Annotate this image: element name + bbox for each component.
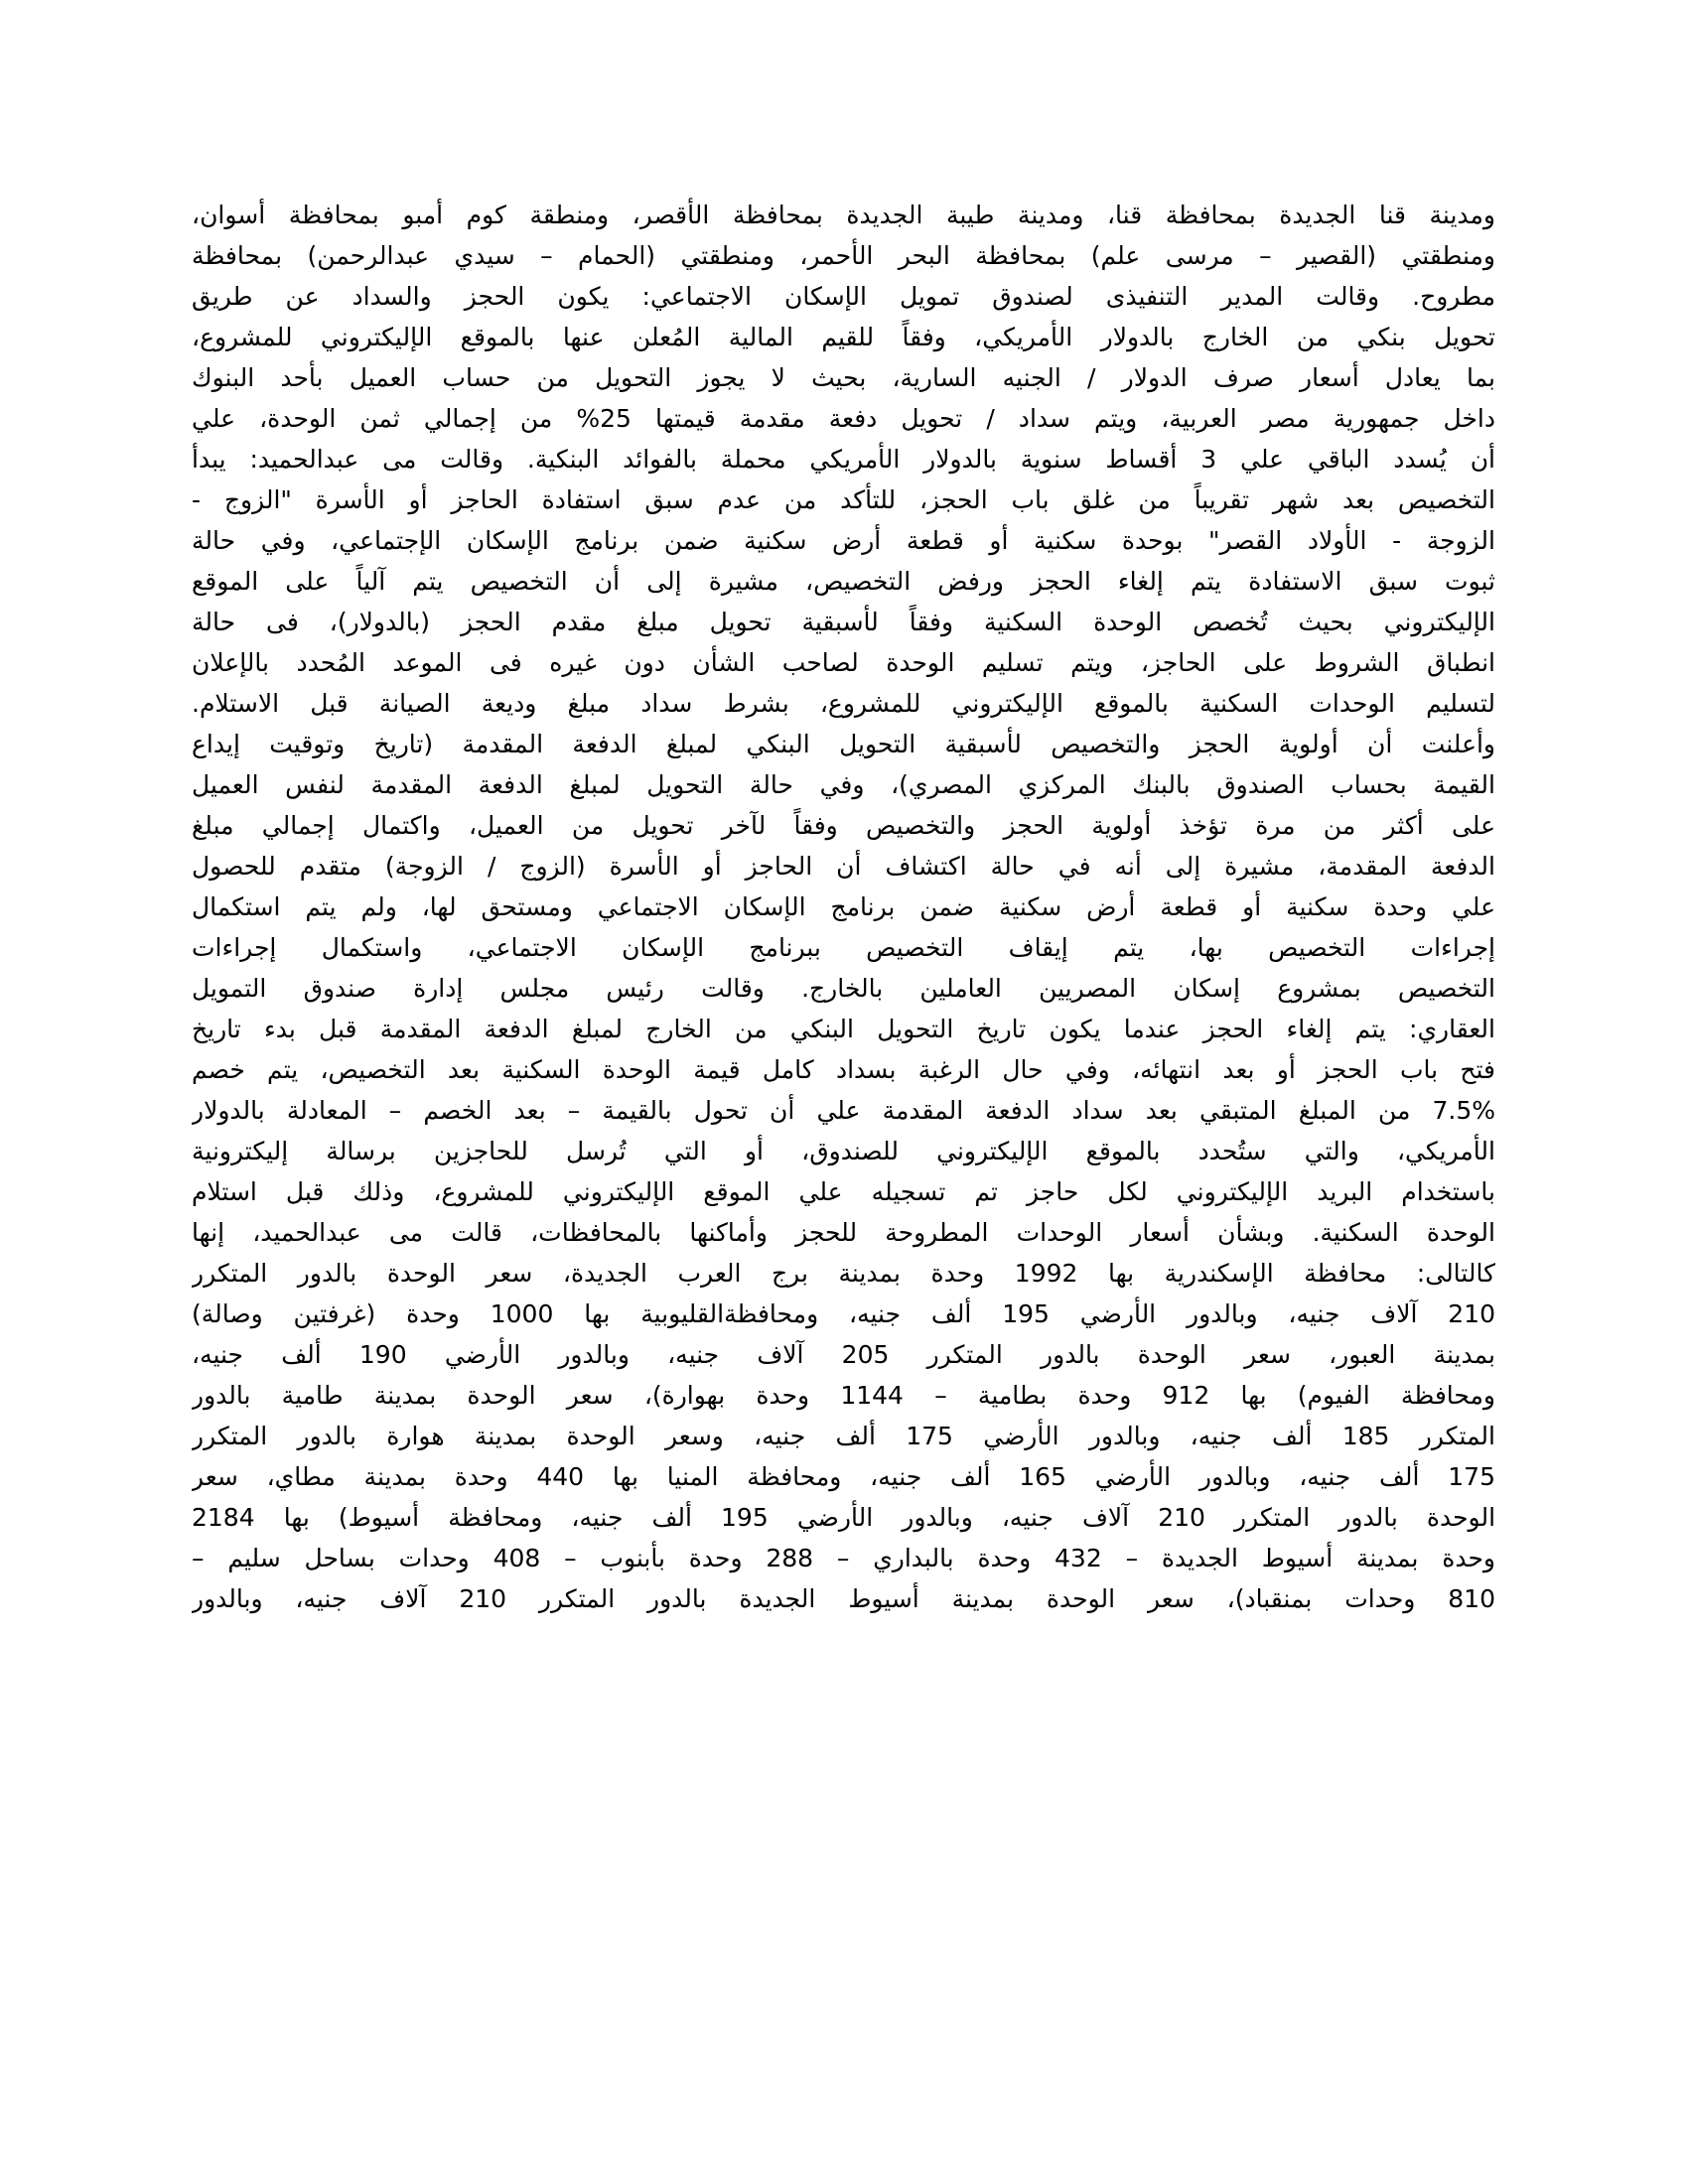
text-line: الدفعة المقدمة، مشيرة إلى أنه في حالة اكتشاف أن الحاجز أو الأسرة (الزوج / الزوجة) متقدم للحصول <box>192 852 1495 881</box>
text-line: العقاري: يتم إلغاء الحجز عندما يكون تاريخ التحويل البنكي من الخارج لمبلغ الدفعة المقدمة قبل بدء تاريخ <box>192 1015 1495 1043</box>
text-line: فتح باب الحجز أو بعد انتهائه، وفي حال الرغبة بسداد كامل قيمة الوحدة السكنية بعد التخصيص، يتم خصم <box>192 1055 1495 1084</box>
text-line: انطباق الشروط على الحاجز، ويتم تسليم الوحدة لصاحب الشأن دون غيره فى الموعد المُحدد بالإعلان <box>192 648 1495 677</box>
text-line: لتسليم الوحدات السكنية بالموقع الإليكتروني للمشروع، بشرط سداد مبلغ وديعة الصيانة قبل الاستلام. <box>192 689 1495 718</box>
text-line: المتكرر 185 ألف جنيه، وبالدور الأرضي 175 ألف جنيه، وسعر الوحدة بمدينة هوارة بالدور المتكرر <box>192 1422 1495 1450</box>
text-line: داخل جمهورية مصر العربية، ويتم سداد / تحويل دفعة مقدمة قيمتها 25% من إجمالي ثمن الوحدة، علي <box>192 404 1495 433</box>
text-line: القيمة بحساب الصندوق بالبنك المركزي المصري)، وفي حالة التحويل لمبلغ الدفعة المقدمة لنفس العميل <box>192 770 1495 799</box>
text-line: 175 ألف جنيه، وبالدور الأرضي 165 ألف جنيه، ومحافظة المنيا بها 440 وحدة بمدينة مطاي، سعر <box>192 1462 1495 1491</box>
text-line: الوحدة بالدور المتكرر 210 آلاف جنيه، وبالدور الأرضي 195 ألف جنيه، ومحافظة أسيوط) بها 2184 <box>192 1503 1495 1532</box>
text-line: التخصيص بمشروع إسكان المصريين العاملين بالخارج. وقالت رئيس مجلس إدارة صندوق التمويل <box>192 974 1495 1003</box>
text-line: الأمريكي، والتي ستُحدد بالموقع الإليكتروني للصندوق، أو التي تُرسل للحاجزين برسالة إليكترونية <box>192 1137 1495 1165</box>
text-line: الإليكتروني بحيث تُخصص الوحدة السكنية وفقاً لأسبقية تحويل مبلغ مقدم الحجز (بالدولار)، فى حالة <box>192 608 1495 636</box>
text-line: أن يُسدد الباقي علي 3 أقساط سنوية بالدولار الأمريكي محملة بالفوائد البنكية. وقالت مى عبدالحميد: يبدأ <box>192 445 1495 474</box>
text-line: ومدينة قنا الجديدة بمحافظة قنا، ومدينة طيبة الجديدة بمحافظة الأقصر، ومنطقة كوم أمبو بمحافظة أسوان، <box>192 201 1495 229</box>
text-line: ومحافظة الفيوم) بها 912 وحدة بطامية – 1144 وحدة بهوارة)، سعر الوحدة بمدينة طامية بالدور <box>192 1381 1495 1410</box>
text-line: تحويل بنكي من الخارج بالدولار الأمريكي، وفقاً للقيم المالية المُعلن عنها بالموقع الإليكتروني للمشروع، <box>192 323 1495 351</box>
text-line: كالتالى: محافظة الإسكندرية بها 1992 وحدة بمدينة برج العرب الجديدة، سعر الوحدة بالدور المتكرر <box>192 1259 1495 1288</box>
document-body <box>192 195 1495 1619</box>
text-line: الوحدة السكنية. وبشأن أسعار الوحدات المطروحة للحجز وأماكنها بالمحافظات، قالت مى عبدالحميد، إنها <box>192 1218 1495 1247</box>
text-line: إجراءات التخصيص بها، يتم إيقاف التخصيص ببرنامج الإسكان الاجتماعي، واستكمال إجراءات <box>192 933 1495 962</box>
text-line: الزوجة - الأولاد القصر" بوحدة سكنية أو قطعة أرض سكنية ضمن برنامج الإسكان الإجتماعي، وفي حالة <box>192 526 1495 555</box>
text-line: 810 وحدات بمنقباد)، سعر الوحدة بمدينة أسيوط الجديدة بالدور المتكرر 210 آلاف جنيه، وبالدور <box>192 1584 1495 1613</box>
text-line: علي وحدة سكنية أو قطعة أرض سكنية ضمن برنامج الإسكان الاجتماعي ومستحق لها، ولم يتم استكمال <box>192 892 1495 921</box>
text-line: وأعلنت أن أولوية الحجز والتخصيص لأسبقية التحويل البنكي لمبلغ الدفعة المقدمة (تاريخ وتوقيت إيداع <box>192 730 1495 758</box>
text-line: 210 آلاف جنيه، وبالدور الأرضي 195 ألف جنيه، ومحافظةالقليوبية بها 1000 وحدة (غرفتين وصالة) <box>192 1299 1495 1328</box>
text-line: التخصيص بعد شهر تقريباً من غلق باب الحجز، للتأكد من عدم سبق استفادة الحاجز أو الأسرة "الزوج - <box>192 485 1495 514</box>
text-line: ومنطقتي (القصير – مرسى علم) بمحافظة البحر الأحمر، ومنطقتي (الحمام – سيدي عبدالرحمن) بمحافظة <box>192 241 1495 270</box>
text-line: 7.5% من المبلغ المتبقي بعد سداد الدفعة المقدمة علي أن تحول بالقيمة – بعد الخصم – المعادلة بالدولار <box>192 1096 1495 1125</box>
text-line: وحدة بمدينة أسيوط الجديدة – 432 وحدة بالبداري – 288 وحدة بأبنوب – 408 وحدات بساحل سليم – <box>192 1544 1495 1572</box>
text-line: على أكثر من مرة تؤخذ أولوية الحجز والتخصيص وفقاً لآخر تحويل من العميل، واكتمال إجمالي مبلغ <box>192 811 1495 840</box>
text-line: ثبوت سبق الاستفادة يتم إلغاء الحجز ورفض التخصيص، مشيرة إلى أن التخصيص يتم آلياً على الموقع <box>192 567 1495 596</box>
text-line: بما يعادل أسعار صرف الدولار / الجنيه السارية، بحيث لا يجوز التحويل من حساب العميل بأحد البنوك <box>192 363 1495 392</box>
text-line: باستخدام البريد الإليكتروني لكل حاجز تم تسجيله علي الموقع الإليكتروني للمشروع، وذلك قبل استلام <box>192 1177 1495 1206</box>
text-line: مطروح. وقالت المدير التنفيذى لصندوق تمويل الإسكان الاجتماعي: يكون الحجز والسداد عن طريق <box>192 282 1495 311</box>
text-line: بمدينة العبور، سعر الوحدة بالدور المتكرر 205 آلاف جنيه، وبالدور الأرضي 190 ألف جنيه، <box>192 1340 1495 1369</box>
